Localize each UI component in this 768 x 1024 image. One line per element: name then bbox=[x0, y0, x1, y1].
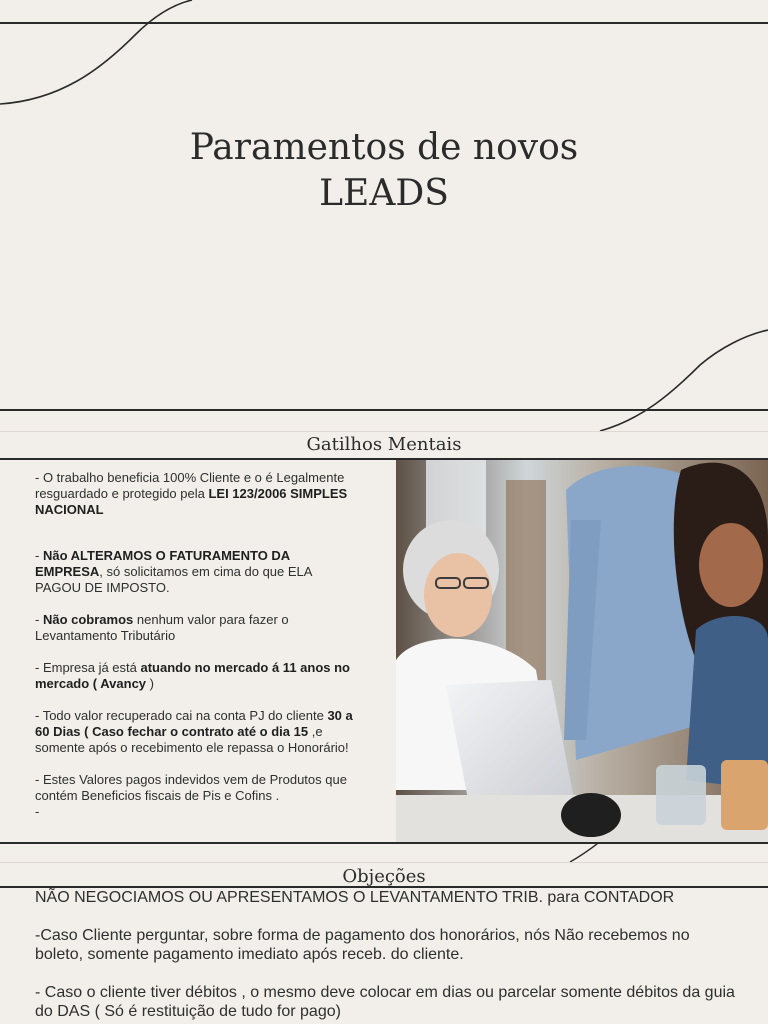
objecoes-top-rule bbox=[0, 862, 768, 863]
gatilho-item bbox=[35, 548, 355, 596]
gatilho-bold-text: atuando no mercado á 11 anos no mercado ( Avancy bbox=[35, 660, 350, 691]
gatilho-text: - Estes Valores pagos indevidos vem de Produtos que contém Beneficios fiscais de Pis e Cofins . bbox=[35, 772, 347, 803]
gatilhos-heading: Gatilhos Mentais bbox=[306, 434, 462, 455]
gatilho-bold-text: Não ALTERAMOS O FATURAMENTO DA EMPRESA bbox=[35, 548, 290, 579]
gatilho-text: - bbox=[35, 548, 43, 563]
gatilho-item bbox=[35, 772, 355, 804]
objecao-item-1: NÃO NEGOCIAMOS OU APRESENTAMOS O LEVANTAMENTO TRIB. para CONTADOR bbox=[35, 889, 675, 906]
gatilho-text: - bbox=[35, 804, 40, 819]
title-bottom-rule bbox=[0, 409, 768, 411]
office-team-photo-art bbox=[396, 460, 768, 842]
gatilho-bold-text: LEI 123/2006 SIMPLES NACIONAL bbox=[35, 486, 348, 517]
objecao-item-3: - Caso o cliente tiver débitos , o mesmo deve colocar em dias ou parcelar somente débitos da guia do DAS ( Só é restituição de tudo for pago) bbox=[35, 984, 735, 1020]
gatilho-text: - bbox=[35, 612, 43, 627]
office-team-photo bbox=[396, 460, 768, 842]
gatilho-bold-text: Não cobramos bbox=[42, 612, 134, 627]
top-rule bbox=[0, 22, 768, 24]
page-title-line1: Paramentos de novos bbox=[189, 127, 579, 168]
right-curve bbox=[600, 330, 768, 431]
gatilho-text: ,e somente após o recebimento ele repassa o Honorário! bbox=[35, 724, 349, 755]
spacer bbox=[35, 907, 735, 926]
page-title-line2: LEADS bbox=[319, 173, 449, 214]
gatilho-item bbox=[35, 660, 355, 692]
gatilhos-list bbox=[35, 470, 355, 820]
spacer bbox=[35, 964, 735, 983]
gatilho-text: - Empresa já está bbox=[35, 660, 141, 675]
gatilhos-bottom-rule bbox=[0, 842, 768, 844]
gatilho-item bbox=[35, 804, 355, 820]
objecao-item-2: -Caso Cliente perguntar, sobre forma de pagamento dos honorários, nós Não recebemos no boleto, somente pagamento imediato após receb. do cliente. bbox=[35, 927, 690, 963]
top-left-curve bbox=[0, 0, 192, 104]
gatilho-item bbox=[35, 708, 355, 756]
objecoes-heading: Objeções bbox=[342, 866, 426, 887]
gatilho-item bbox=[35, 612, 355, 644]
gatilho-text: , só solicitamos em cima do que ELA PAGOU DE IMPOSTO. bbox=[35, 564, 312, 595]
gatilho-bold-text: 30 a 60 Dias ( Caso fechar o contrato até o dia 15 bbox=[35, 708, 353, 739]
gatilho-item bbox=[35, 470, 355, 518]
gatilho-text: - Todo valor recuperado cai na conta PJ do cliente bbox=[35, 708, 328, 723]
gatilho-text: - O trabalho beneficia 100% Cliente e o é Legalmente resguardado e protegido pela bbox=[35, 470, 345, 501]
gatilho-text: ) bbox=[146, 676, 154, 691]
objecoes-list bbox=[35, 888, 735, 1021]
page-title bbox=[0, 125, 768, 217]
section-top-rule bbox=[0, 431, 768, 432]
gatilho-text: nenhum valor para fazer o Levantamento Tributário bbox=[35, 612, 289, 643]
